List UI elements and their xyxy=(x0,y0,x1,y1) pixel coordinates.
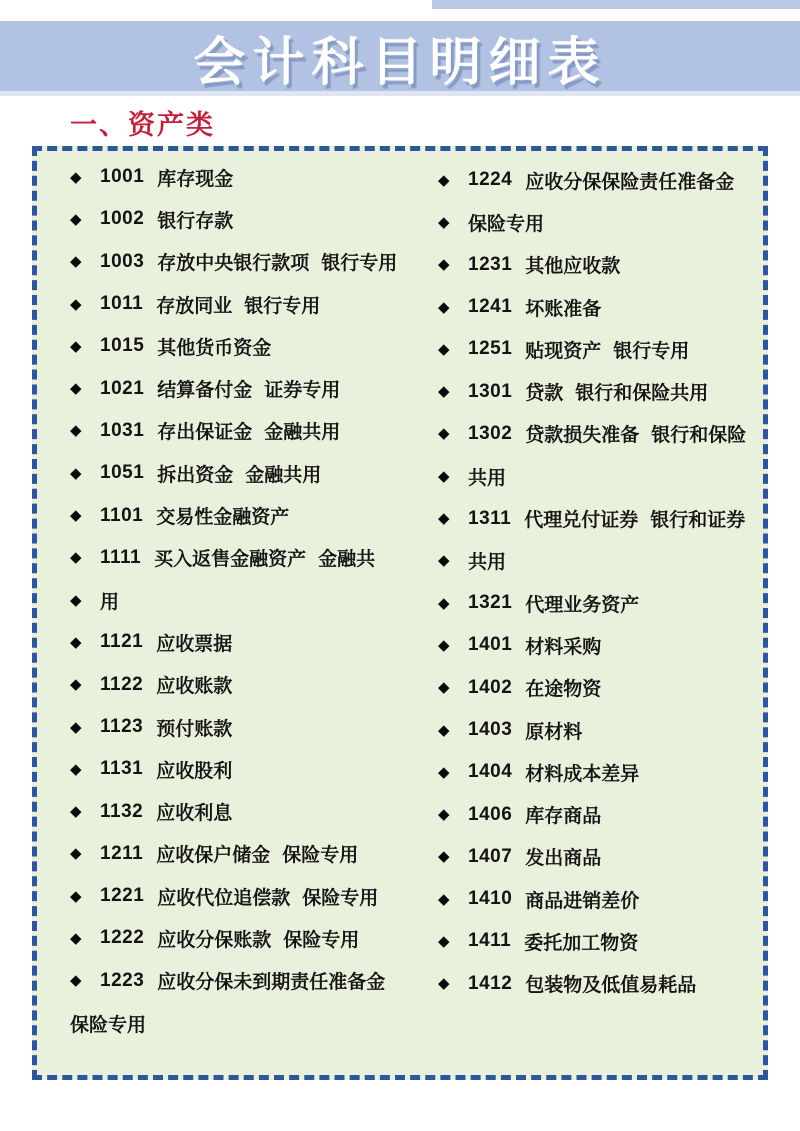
account-name: 应收保户储金 xyxy=(156,845,271,867)
account-row xyxy=(433,667,768,709)
account-code: 1132 xyxy=(100,800,144,822)
account-name: 存放同业 xyxy=(156,295,233,317)
account-code: 1224 xyxy=(468,169,513,191)
diamond-bullet-icon: ◆ xyxy=(70,887,82,905)
diamond-bullet-icon: ◆ xyxy=(70,422,82,440)
account-name: 委托加工物资 xyxy=(524,932,639,954)
account-code: 1321 xyxy=(468,592,513,614)
account-row xyxy=(65,198,415,240)
diamond-bullet-icon: ◆ xyxy=(70,633,82,651)
accounts-column-left xyxy=(65,156,415,1044)
account-code: 1412 xyxy=(468,972,513,994)
account-row xyxy=(433,709,768,751)
account-code: 1211 xyxy=(100,842,144,864)
account-name: 应收票据 xyxy=(156,633,233,655)
diamond-bullet-icon: ◆ xyxy=(70,253,82,271)
account-code: 1015 xyxy=(100,335,145,357)
account-name: 坏账准备 xyxy=(525,298,602,320)
diamond-bullet-icon: ◆ xyxy=(70,803,82,821)
diamond-bullet-icon: ◆ xyxy=(438,636,450,654)
account-row xyxy=(433,963,768,1005)
diamond-bullet-icon: ◆ xyxy=(70,295,82,313)
account-name: 在途物资 xyxy=(525,679,602,701)
account-code: 1101 xyxy=(100,504,144,526)
account-code: 1311 xyxy=(468,507,512,529)
account-row xyxy=(433,582,768,624)
account-name: 应收分保保险责任准备金 xyxy=(525,171,735,193)
account-row xyxy=(65,621,415,663)
diamond-bullet-icon: ◆ xyxy=(70,168,82,186)
account-name: 应收代位追偿款 xyxy=(157,887,291,909)
account-name: 发出商品 xyxy=(525,848,602,870)
account-code: 1406 xyxy=(468,803,513,825)
account-code: 1231 xyxy=(468,253,513,275)
account-scope-label: 证券专用 xyxy=(264,380,341,402)
account-name: 拆出资金 xyxy=(157,464,234,486)
account-row xyxy=(433,624,768,666)
account-row xyxy=(433,286,768,328)
account-name: 用 xyxy=(100,591,120,613)
diamond-bullet-icon: ◆ xyxy=(438,213,450,231)
account-name: 买入返售金融资产 xyxy=(154,549,307,571)
account-row xyxy=(65,748,415,790)
account-code: 1403 xyxy=(468,719,513,740)
diamond-bullet-icon: ◆ xyxy=(438,679,450,697)
top-edge-strip xyxy=(432,0,800,9)
account-code: 1251 xyxy=(468,338,513,360)
account-scope-label: 金融共用 xyxy=(245,464,322,486)
account-row xyxy=(433,540,768,582)
diamond-bullet-icon: ◆ xyxy=(438,721,450,739)
account-row xyxy=(65,917,415,959)
diamond-bullet-icon: ◆ xyxy=(438,256,450,274)
accounts-box xyxy=(32,146,768,1080)
diamond-bullet-icon: ◆ xyxy=(70,507,82,525)
account-row xyxy=(65,1002,415,1044)
account-row xyxy=(433,836,768,878)
account-row xyxy=(65,156,415,198)
account-scope-label: 银行和证券 xyxy=(650,510,746,532)
account-code: 1122 xyxy=(100,673,144,695)
account-row xyxy=(433,370,768,412)
diamond-bullet-icon: ◆ xyxy=(70,380,82,398)
diamond-bullet-icon: ◆ xyxy=(70,972,82,990)
page-title: 会计科目明细表 xyxy=(193,33,607,92)
account-code: 1411 xyxy=(468,930,512,952)
account-name: 保险专用 xyxy=(70,1014,147,1036)
account-name: 贷款损失准备 xyxy=(525,425,640,447)
account-code: 1002 xyxy=(100,208,145,230)
account-name: 代理兑付证券 xyxy=(524,510,639,532)
account-row xyxy=(65,241,415,283)
diamond-bullet-icon: ◆ xyxy=(438,467,450,485)
diamond-bullet-icon: ◆ xyxy=(70,929,82,947)
account-name: 银行存款 xyxy=(157,210,234,232)
account-code: 1031 xyxy=(100,419,145,441)
diamond-bullet-icon: ◆ xyxy=(70,676,82,694)
account-name: 预付账款 xyxy=(156,718,233,740)
account-name: 贴现资产 xyxy=(525,340,602,362)
account-name: 库存商品 xyxy=(525,806,602,828)
account-row xyxy=(65,325,415,367)
diamond-bullet-icon: ◆ xyxy=(438,425,450,443)
diamond-bullet-icon: ◆ xyxy=(438,806,450,824)
account-scope-label: 银行专用 xyxy=(321,253,398,275)
diamond-bullet-icon: ◆ xyxy=(438,383,450,401)
account-code: 1111 xyxy=(100,546,142,568)
account-row xyxy=(433,328,768,370)
account-scope-label: 银行专用 xyxy=(613,340,690,362)
diamond-bullet-icon: ◆ xyxy=(70,845,82,863)
diamond-bullet-icon: ◆ xyxy=(70,464,82,482)
account-name: 共用 xyxy=(468,552,507,574)
account-name: 贷款 xyxy=(525,383,564,405)
diamond-bullet-icon: ◆ xyxy=(438,298,450,316)
account-row xyxy=(433,751,768,793)
account-name: 应收分保账款 xyxy=(157,929,272,951)
diamond-bullet-icon: ◆ xyxy=(438,552,450,570)
account-scope-label: 保险专用 xyxy=(302,887,379,909)
account-name: 应收账款 xyxy=(156,676,233,698)
account-row xyxy=(65,833,415,875)
account-row xyxy=(433,413,768,455)
account-code: 1410 xyxy=(468,888,513,910)
account-row xyxy=(433,159,768,201)
account-name: 应收分保未到期责任准备金 xyxy=(157,972,386,994)
account-name: 存放中央银行款项 xyxy=(157,253,310,275)
account-row xyxy=(65,452,415,494)
account-code: 1241 xyxy=(468,296,513,318)
diamond-bullet-icon: ◆ xyxy=(438,594,450,612)
account-scope-label: 银行专用 xyxy=(244,295,321,317)
account-name: 材料成本差异 xyxy=(525,763,640,785)
account-row xyxy=(65,410,415,452)
account-row xyxy=(433,455,768,497)
accounts-column-right xyxy=(433,159,768,1005)
account-code: 1407 xyxy=(468,845,513,867)
title-banner xyxy=(0,21,800,96)
account-name: 原材料 xyxy=(525,721,583,743)
account-name: 共用 xyxy=(468,467,507,489)
account-code: 1001 xyxy=(100,166,145,188)
account-name: 其他应收款 xyxy=(525,256,621,278)
account-row xyxy=(433,201,768,243)
diamond-bullet-icon: ◆ xyxy=(438,510,450,528)
account-row xyxy=(65,367,415,409)
account-name: 应收股利 xyxy=(156,760,233,782)
account-name: 应收利息 xyxy=(156,803,233,825)
diamond-bullet-icon: ◆ xyxy=(438,848,450,866)
account-row xyxy=(433,878,768,920)
account-scope-label: 金融共用 xyxy=(264,422,341,444)
account-code: 1011 xyxy=(100,293,144,315)
account-code: 1302 xyxy=(468,422,513,444)
account-name: 其他货币资金 xyxy=(157,337,272,359)
diamond-bullet-icon: ◆ xyxy=(438,975,450,993)
account-code: 1221 xyxy=(100,885,145,907)
account-row xyxy=(65,960,415,1002)
account-row xyxy=(65,790,415,832)
account-scope-label: 保险专用 xyxy=(282,845,359,867)
diamond-bullet-icon: ◆ xyxy=(438,340,450,358)
account-code: 1401 xyxy=(468,634,513,656)
account-scope-label: 金融共 xyxy=(318,549,376,571)
account-code: 1051 xyxy=(100,462,145,484)
account-row xyxy=(65,537,415,579)
account-name: 库存现金 xyxy=(157,168,234,190)
account-name: 包装物及低值易耗品 xyxy=(525,975,697,997)
account-code: 1003 xyxy=(100,250,145,272)
account-row xyxy=(65,875,415,917)
account-row xyxy=(65,283,415,325)
section-heading: 一、资产类 xyxy=(70,110,215,140)
diamond-bullet-icon: ◆ xyxy=(438,890,450,908)
account-code: 1222 xyxy=(100,927,145,949)
account-code: 1402 xyxy=(468,676,513,698)
diamond-bullet-icon: ◆ xyxy=(70,718,82,736)
account-scope-label: 保险专用 xyxy=(283,929,360,951)
account-code: 1121 xyxy=(100,631,144,653)
diamond-bullet-icon: ◆ xyxy=(438,763,450,781)
account-name: 代理业务资产 xyxy=(525,594,640,616)
account-row xyxy=(65,494,415,536)
account-name: 存出保证金 xyxy=(157,422,253,444)
account-code: 1021 xyxy=(100,377,145,399)
account-scope-label: 银行和保险 xyxy=(651,425,747,447)
account-row xyxy=(65,579,415,621)
account-code: 1131 xyxy=(100,758,144,780)
account-row xyxy=(433,244,768,286)
account-name: 交易性金融资产 xyxy=(156,507,290,529)
account-row xyxy=(433,920,768,962)
diamond-bullet-icon: ◆ xyxy=(70,549,82,567)
account-scope-label: 银行和保险共用 xyxy=(575,383,709,405)
diamond-bullet-icon: ◆ xyxy=(70,337,82,355)
account-code: 1223 xyxy=(100,969,145,991)
account-row xyxy=(433,497,768,539)
account-row xyxy=(433,793,768,835)
diamond-bullet-icon: ◆ xyxy=(70,760,82,778)
account-row xyxy=(65,664,415,706)
diamond-bullet-icon: ◆ xyxy=(438,932,450,950)
account-row xyxy=(65,706,415,748)
account-name: 材料采购 xyxy=(525,636,602,658)
diamond-bullet-icon: ◆ xyxy=(70,210,82,228)
diamond-bullet-icon: ◆ xyxy=(70,591,82,609)
account-name: 结算备付金 xyxy=(157,380,253,402)
account-code: 1123 xyxy=(100,716,144,737)
diamond-bullet-icon: ◆ xyxy=(438,171,450,189)
account-code: 1301 xyxy=(468,380,513,402)
account-name: 保险专用 xyxy=(468,213,545,235)
account-code: 1404 xyxy=(468,761,513,783)
account-name: 商品进销差价 xyxy=(525,890,640,912)
